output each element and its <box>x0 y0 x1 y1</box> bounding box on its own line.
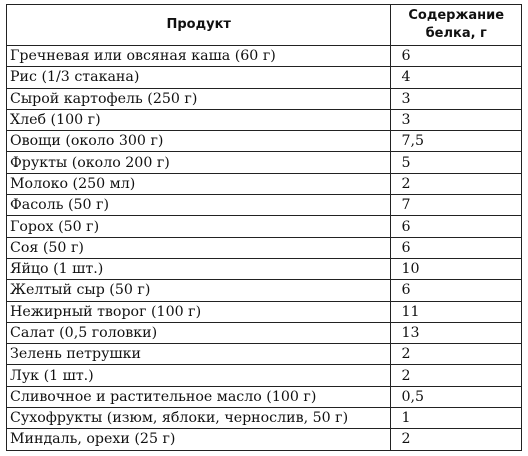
product-cell: Горох (50 г) <box>7 216 391 237</box>
product-cell: Фасоль (50 г) <box>7 195 391 216</box>
table-row <box>7 258 522 279</box>
protein-cell: 13 <box>391 322 522 343</box>
table-body <box>7 46 522 451</box>
protein-content-table <box>6 4 522 451</box>
protein-cell: 2 <box>391 365 522 386</box>
protein-cell: 2 <box>391 173 522 194</box>
product-cell: Нежирный творог (100 г) <box>7 301 391 322</box>
product-cell: Салат (0,5 головки) <box>7 322 391 343</box>
table-row <box>7 131 522 152</box>
protein-cell: 2 <box>391 344 522 365</box>
product-cell: Сливочное и растительное масло (100 г) <box>7 386 391 407</box>
table-row <box>7 237 522 258</box>
product-cell: Яйцо (1 шт.) <box>7 258 391 279</box>
product-cell: Зелень петрушки <box>7 344 391 365</box>
product-cell: Овощи (около 300 г) <box>7 131 391 152</box>
protein-cell: 0,5 <box>391 386 522 407</box>
protein-cell: 6 <box>391 280 522 301</box>
table-row <box>7 152 522 173</box>
protein-cell: 3 <box>391 88 522 109</box>
table-row <box>7 344 522 365</box>
column-header-product: Продукт <box>7 5 391 46</box>
table-row <box>7 173 522 194</box>
protein-cell: 11 <box>391 301 522 322</box>
product-cell: Сырой картофель (250 г) <box>7 88 391 109</box>
table-row <box>7 365 522 386</box>
product-cell: Миндаль, орехи (25 г) <box>7 429 391 450</box>
product-cell: Фрукты (около 200 г) <box>7 152 391 173</box>
column-header-protein: Содержание белка, г <box>391 5 522 46</box>
protein-cell: 5 <box>391 152 522 173</box>
table-row <box>7 67 522 88</box>
protein-cell: 7,5 <box>391 131 522 152</box>
protein-cell: 6 <box>391 237 522 258</box>
header-row <box>7 5 522 46</box>
protein-cell: 6 <box>391 46 522 67</box>
table-row <box>7 386 522 407</box>
protein-cell: 10 <box>391 258 522 279</box>
product-cell: Молоко (250 мл) <box>7 173 391 194</box>
table-row <box>7 280 522 301</box>
protein-cell: 4 <box>391 67 522 88</box>
product-cell: Хлеб (100 г) <box>7 109 391 130</box>
table-row <box>7 301 522 322</box>
document-page <box>6 4 522 451</box>
product-cell: Желтый сыр (50 г) <box>7 280 391 301</box>
table-row <box>7 216 522 237</box>
product-cell: Лук (1 шт.) <box>7 365 391 386</box>
protein-cell: 1 <box>391 408 522 429</box>
table-row <box>7 429 522 450</box>
protein-cell: 7 <box>391 195 522 216</box>
product-cell: Гречневая или овсяная каша (60 г) <box>7 46 391 67</box>
table-row <box>7 109 522 130</box>
product-cell: Сухофрукты (изюм, яблоки, чернослив, 50 г) <box>7 408 391 429</box>
protein-cell: 2 <box>391 429 522 450</box>
table-row <box>7 408 522 429</box>
product-cell: Рис (1/3 стакана) <box>7 67 391 88</box>
product-cell: Соя (50 г) <box>7 237 391 258</box>
table-header <box>7 5 522 46</box>
table-row <box>7 322 522 343</box>
table-row <box>7 195 522 216</box>
table-row <box>7 46 522 67</box>
protein-cell: 3 <box>391 109 522 130</box>
protein-cell: 6 <box>391 216 522 237</box>
table-row <box>7 88 522 109</box>
